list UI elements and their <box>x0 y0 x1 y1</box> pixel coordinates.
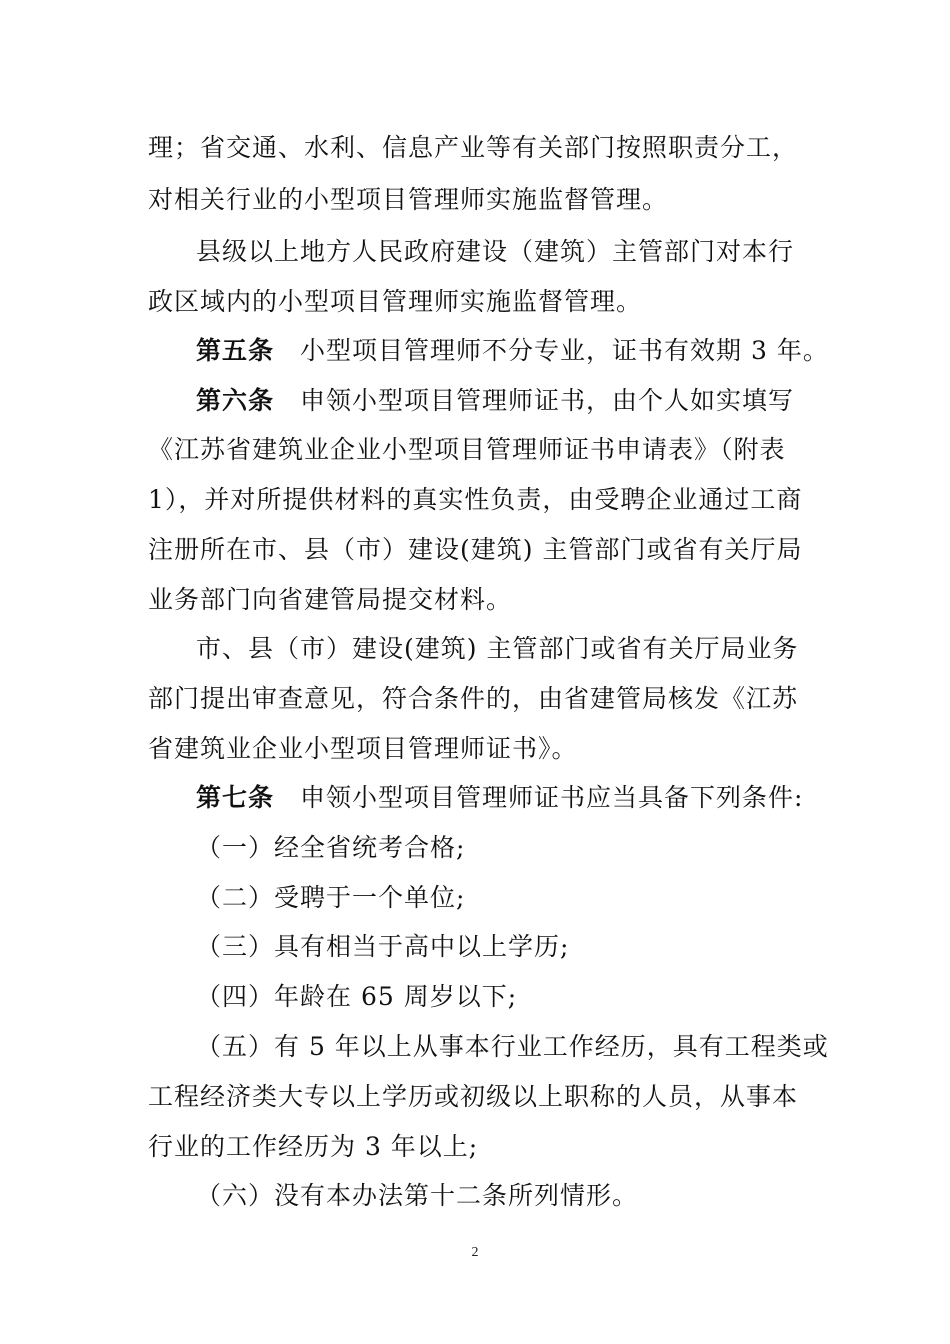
article-6-line <box>196 384 794 418</box>
list-item: （二）受聘于一个单位; <box>196 883 466 912</box>
paragraph-line: 工程经济类大专以上学历或初级以上职称的人员，从事本 <box>148 1082 799 1111</box>
paragraph-line: 行业的工作经历为 3 年以上; <box>148 1132 479 1161</box>
paragraph-line: 省建筑业企业小型项目管理师证书》。 <box>148 734 578 763</box>
article-5-line <box>196 334 829 368</box>
page-number: 2 <box>471 1245 479 1260</box>
list-item: （五）有 5 年以上从事本行业工作经历，具有工程类或 <box>196 1032 829 1061</box>
paragraph-line: 政区域内的小型项目管理师实施监督管理。 <box>148 287 643 316</box>
paragraph-line: 1），并对所提供材料的真实性负责，由受聘企业通过工商 <box>148 485 803 514</box>
list-item: （一）经全省统考合格; <box>196 833 466 862</box>
article-5-heading: 第五条 <box>196 336 275 365</box>
article-6-heading: 第六条 <box>196 386 275 415</box>
list-item: （六）没有本办法第十二条所列情形。 <box>196 1181 639 1210</box>
paragraph-line: 对相关行业的小型项目管理师实施监督管理。 <box>148 185 669 214</box>
paragraph-line: 《江苏省建筑业企业小型项目管理师证书申请表》（附表 <box>148 435 786 464</box>
list-item: （四）年龄在 65 周岁以下; <box>196 982 518 1011</box>
paragraph-line: 部门提出审查意见，符合条件的，由省建管局核发《江苏 <box>148 684 799 713</box>
article-5-text: 小型项目管理师不分专业，证书有效期 3 年。 <box>300 336 829 365</box>
paragraph-line: 业务部门向省建管局提交材料。 <box>148 585 513 614</box>
paragraph-line: 市、县（市）建设(建筑) 主管部门或省有关厅局业务 <box>196 634 799 663</box>
list-item: （三）具有相当于高中以上学历; <box>196 932 570 961</box>
article-7-text: 申领小型项目管理师证书应当具备下列条件: <box>300 783 804 812</box>
paragraph-line: 县级以上地方人民政府建设（建筑）主管部门对本行 <box>196 237 795 266</box>
article-7-heading: 第七条 <box>196 783 275 812</box>
article-7-line <box>196 781 803 815</box>
article-6-text: 申领小型项目管理师证书，由个人如实填写 <box>300 386 795 415</box>
paragraph-line: 注册所在市、县（市）建设(建筑) 主管部门或省有关厅局 <box>148 535 803 564</box>
paragraph-line: 理；省交通、水利、信息产业等有关部门按照职责分工， <box>148 133 799 162</box>
